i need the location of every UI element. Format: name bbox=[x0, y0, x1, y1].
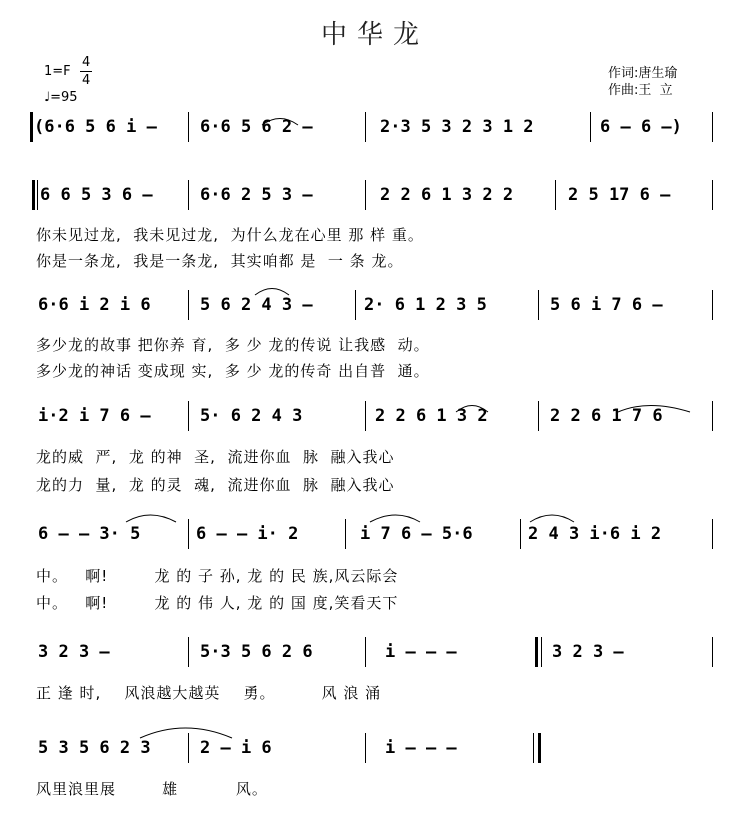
lyric-line: 中。 啊! 龙 的 伟 人, 龙 的 国 度,笑看天下 bbox=[36, 594, 399, 612]
measure-6: 6·6 2 5 3 – bbox=[200, 185, 313, 205]
slur bbox=[262, 119, 298, 126]
measure-22: 5·3 5 6 2 6 bbox=[200, 642, 313, 662]
measure-18: 6 – – i· 2 bbox=[196, 524, 299, 544]
measure-15: 2 2 6 1 3 2 bbox=[375, 406, 488, 426]
measure-13: i·2 i 7 6 – bbox=[38, 406, 151, 426]
measure-8: 2 5 17 6 – bbox=[568, 185, 671, 205]
measure-10: 5 6 2 4 3 – bbox=[200, 295, 313, 315]
measure-14: 5· 6 2 4 3 bbox=[200, 406, 303, 426]
slur bbox=[140, 728, 232, 738]
measure-25: 5 3 5 6 2 3 bbox=[38, 738, 151, 758]
tempo-marking: ♩=95 bbox=[44, 90, 78, 105]
measure-26: 2 – i 6 bbox=[200, 738, 272, 758]
measure-17: 6 – – 3· 5 bbox=[38, 524, 141, 544]
song-title: 中华龙 bbox=[320, 20, 429, 50]
slur bbox=[456, 406, 488, 413]
measure-23: i – – – bbox=[385, 642, 457, 662]
measure-1: (6·6 5 6 i – bbox=[34, 117, 157, 137]
composer-credit: 作曲:王 立 bbox=[608, 83, 673, 98]
measure-4: 6 – 6 –) bbox=[600, 117, 682, 137]
slur bbox=[370, 515, 420, 522]
measure-20: 2 4 3 i·6 i 2 bbox=[528, 524, 662, 544]
slur bbox=[255, 289, 289, 296]
measure-19: i 7 6 – 5·6 bbox=[360, 524, 473, 544]
time-signature-top: 4 bbox=[82, 55, 91, 70]
lyric-line: 你未见过龙, 我未见过龙, 为什么龙在心里 那 样 重。 bbox=[36, 226, 424, 244]
slur bbox=[126, 515, 176, 522]
measure-21: 3 2 3 – bbox=[38, 642, 110, 662]
key-signature: 1=F bbox=[44, 64, 71, 79]
lyric-line: 龙的威 严, 龙 的神 圣, 流进你血 脉 融入我心 bbox=[36, 448, 395, 466]
lyric-line: 龙的力 量, 龙 的灵 魂, 流进你血 脉 融入我心 bbox=[36, 476, 395, 494]
lyric-line: 多少龙的故事 把你养 育, 多 少 龙的传说 让我感 动。 bbox=[36, 336, 430, 354]
lyric-line: 正 逢 时, 风浪越大越英 勇。 风 浪 涌 bbox=[36, 684, 382, 702]
measure-16: 2 2 6 1 7 6 bbox=[550, 406, 663, 426]
measure-12: 5 6 i 7 6 – bbox=[550, 295, 663, 315]
slur bbox=[530, 515, 574, 522]
measure-2: 6·6 5 6 2 – bbox=[200, 117, 313, 137]
measure-9: 6·6 i 2 i 6 bbox=[38, 295, 151, 315]
lyric-line: 风里浪里展 雄 风。 bbox=[36, 780, 268, 798]
slur bbox=[618, 406, 690, 413]
measure-27: i – – – bbox=[385, 738, 457, 758]
lyric-line: 中。 啊! 龙 的 子 孙, 龙 的 民 族,风云际会 bbox=[36, 567, 399, 585]
measure-24: 3 2 3 – bbox=[552, 642, 624, 662]
lyricist-credit: 作词:唐生瑜 bbox=[608, 66, 678, 81]
time-signature-bottom: 4 bbox=[82, 73, 91, 88]
measure-7: 2 2 6 1 3 2 2 bbox=[380, 185, 514, 205]
measure-5: 6 6 5 3 6 – bbox=[40, 185, 153, 205]
measure-11: 2· 6 1 2 3 5 bbox=[364, 295, 487, 315]
measure-3: 2·3 5 3 2 3 1 2 bbox=[380, 117, 534, 137]
lyric-line: 多少龙的神话 变成现 实, 多 少 龙的传奇 出自普 通。 bbox=[36, 362, 430, 380]
lyric-line: 你是一条龙, 我是一条龙, 其实咱都 是 一 条 龙。 bbox=[36, 252, 404, 270]
